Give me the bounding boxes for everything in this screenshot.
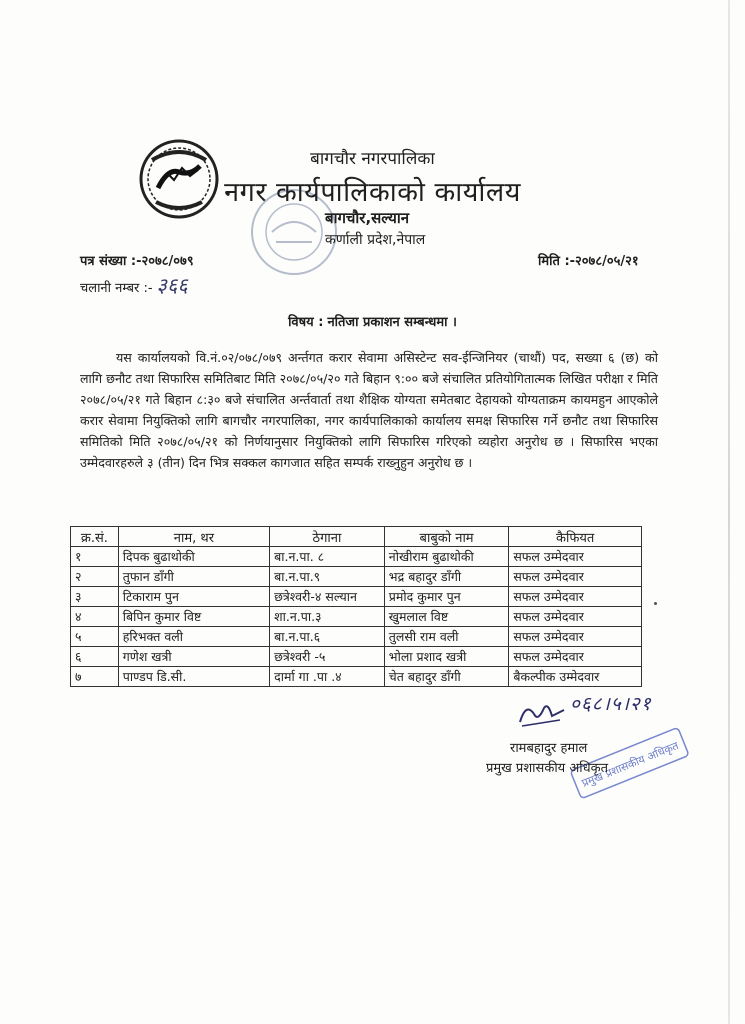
cell-remarks: बैकल्पीक उम्मेदवार (509, 667, 642, 687)
cell-remarks: सफल उम्मेदवार (509, 567, 642, 587)
stamp-text: प्रमुख प्रशासकीय अधिकृत (579, 739, 681, 790)
cell-father-name: भोला प्रशाद खत्री (384, 647, 509, 667)
results-table (70, 526, 642, 687)
signatory-name: रामबहादुर हमाल (510, 741, 588, 756)
municipality-name: बागचौर नगरपालिका (310, 149, 435, 169)
cell-father-name: खुमलाल विष्ट (384, 607, 509, 627)
cell-father-name: प्रमोद कुमार पुन (384, 587, 509, 607)
cell-name: बिपिन कुमार विष्ट (118, 607, 269, 627)
cell-remarks: सफल उम्मेदवार (509, 547, 642, 567)
body-paragraph: यस कार्यालयको वि.नं.०२/०७८/०७९ अर्न्तगत करार सेवामा असिस्टेन्ट सव-ईन्जिनियर (चाथौं) पद, सख्या ६ (छ) को लागि छनौट तथा सिफारिस समितिबाट मिति २०७८/०५/२० गते बिहान ९:०० बजे संचालित प्रतियोगितात्मक लिखित परीक्षा र मिति २०७८/०५/२१ गते बिहान ८:३० बजे संचालित अर्न्तवार्ता तथा शैक्षिक योग्यता समेतबाट देहायको योग्यताक्रम कायमहुन आएकोले करार सेवामा नियुक्तिको लागि बागचौर नगरपालिका, नगर कार्यपालिकाको कार्यालय समक्ष सिफारिस गर्ने छनौट तथा सिफारिस समितिको मिति २०७८/०५/२१ को निर्णयानुसार नियुक्तिको लागि सिफारिस गरिएको व्यहोरा अनुरोध छ । सिफारिस भएका उम्मेदवारहरुले ३ (तीन) दिन भित्र सक्कल कागजात सहित सम्पर्क राख्नुहुन अनुरोध छ । (80, 350, 658, 470)
cell-remarks: सफल उम्मेदवार (509, 647, 642, 667)
scan-speck (654, 602, 657, 605)
signature-handwritten-date: ०६८।५।२१ (570, 693, 652, 715)
cell-address: छत्रेश्वरी-४ सल्यान (270, 587, 385, 607)
header-father-name: बाबुको नाम (384, 527, 509, 547)
cell-address: छत्रेश्वरी -५ (270, 647, 385, 667)
cell-address: शा.न.पा.३ (270, 607, 385, 627)
cell-serial: ७ (71, 667, 119, 687)
header-name: नाम, थर (118, 527, 269, 547)
dispatch-handwritten-number: ३६६ (156, 273, 188, 297)
cell-serial: ६ (71, 647, 119, 667)
cell-serial: ४ (71, 607, 119, 627)
header-address: ठेगाना (270, 527, 385, 547)
letter-date: मिति :-२०७८/०५/२१ (538, 254, 639, 269)
cell-remarks: सफल उम्मेदवार (509, 607, 642, 627)
dispatch-number (80, 271, 188, 298)
cell-name: हरिभक्त वली (118, 627, 269, 647)
cell-name: टिकाराम पुन (118, 587, 269, 607)
header-remarks: कैफियत (509, 527, 642, 547)
table-row (71, 587, 642, 607)
cell-address: बा.न.पा.९ (270, 567, 385, 587)
dispatch-label: चलानी नम्बर :- (80, 281, 153, 296)
cell-father-name: चेत बहादुर डाँगी (384, 667, 509, 687)
table-row (71, 647, 642, 667)
cell-address: दार्मा गा .पा .४ (270, 667, 385, 687)
table-row (71, 667, 642, 687)
cell-father-name: नोखीराम बुढाथोकी (384, 547, 509, 567)
table-row (71, 627, 642, 647)
header-serial: क्र.सं. (71, 527, 119, 547)
office-title: नगर कार्यपालिकाको कार्यालय (224, 177, 521, 208)
cell-remarks: सफल उम्मेदवार (509, 587, 642, 607)
office-location: बागचौर,सल्यान (325, 209, 410, 227)
cell-serial: ३ (71, 587, 119, 607)
cell-name: दिपक बुढाथोकी (118, 547, 269, 567)
subject-line (0, 312, 745, 330)
province-name: कर्णाली प्रदेश,नेपाल (325, 232, 426, 248)
table-header-row (71, 527, 642, 547)
cell-remarks: सफल उम्मेदवार (509, 627, 642, 647)
cell-father-name: भद्र बहादुर डाँगी (384, 567, 509, 587)
cell-name: तुफान डाँगी (118, 567, 269, 587)
cell-address: बा.न.पा. ८ (270, 547, 385, 567)
table-row (71, 607, 642, 627)
cell-name: पाण्डप डि.सी. (118, 667, 269, 687)
subject-label: विषय : (288, 315, 324, 330)
signatory-title: प्रमुख प्रशासकीय अधिकृत (486, 761, 609, 776)
cell-father-name: तुलसी राम वली (384, 627, 509, 647)
cell-serial: ५ (71, 627, 119, 647)
cell-address: बा.न.पा.६ (270, 627, 385, 647)
cell-name: गणेश खत्री (118, 647, 269, 667)
subject-text: नतिजा प्रकाशन सम्बन्धमा । (327, 315, 457, 330)
table-row (71, 547, 642, 567)
cell-serial: १ (71, 547, 119, 567)
table-row (71, 567, 642, 587)
letter-number: पत्र संख्या :-२०७८/०७९ (80, 254, 194, 269)
cell-serial: २ (71, 567, 119, 587)
